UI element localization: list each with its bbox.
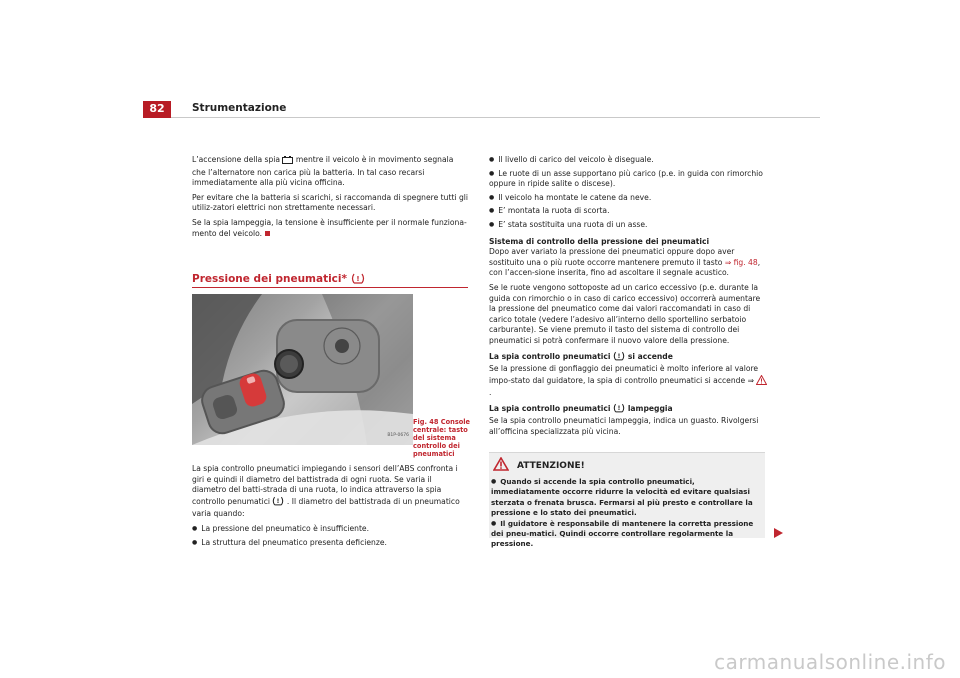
- tyre-pressure-icon: [351, 273, 365, 287]
- subheading-system: Sistema di controllo della pressione dei pneumatici: [489, 236, 710, 246]
- section-title: Pressione dei pneumatici* !: [192, 273, 365, 287]
- next-page-arrow-icon[interactable]: [774, 528, 783, 542]
- figure-code: B1P-0676: [387, 433, 409, 439]
- tyre-pressure-icon: [613, 351, 625, 365]
- figure-caption: Fig. 48 Console centrale: tasto del sistema controllo dei pneumatici: [413, 418, 471, 458]
- tyre-pressure-icon: [272, 496, 284, 510]
- warning-box: [489, 452, 765, 549]
- battery-icon: [282, 156, 293, 168]
- warning-header: [493, 457, 585, 475]
- voltage-paragraph: Se la spia lampeggia, la tensione è insufficiente per il normale funziona-mento del veicolo.: [192, 217, 467, 238]
- list-item: ● La pressione del pneumatico è insufficiente.: [192, 524, 468, 535]
- page-number: 82: [143, 101, 171, 118]
- lamp-on-paragraph: Se la pressione di gonfiaggio dei pneumatici è molto inferiore al valore impo-stato dal guidatore, la spia di controllo pneumatici si accende ⇒ .: [489, 364, 769, 399]
- list-item: ● Il veicolo ha montate le catene da neve.: [489, 193, 769, 204]
- tyre-pressure-icon: [613, 403, 625, 417]
- svg-text:!: !: [277, 497, 280, 505]
- list-item: ● Quando si accende la spia controllo pneumatici, immediatamente occorre ridurre la velocità ed evitare qualsiasi sterzata o frenata brusca. Fermarsi al più presto e controllare la pressione e lo stato dei pneumatici.: [491, 477, 763, 519]
- list-item: ● E’ montata la ruota di scorta.: [489, 206, 769, 217]
- right-column: [489, 155, 769, 442]
- chapter-title: Strumentazione: [192, 102, 287, 114]
- section-end-marker: [265, 231, 270, 236]
- warning-triangle-icon: [493, 457, 509, 475]
- lamp-flashing-paragraph: Se la spia controllo pneumatici lampeggia, indica un guasto. Rivolgersi all’officina specializzata più vicina.: [489, 416, 759, 437]
- subheading-lamp-flashing: La spia controllo pneumatici ! lampeggia: [489, 403, 769, 417]
- watermark: carmanualsonline.info: [714, 650, 946, 675]
- figure-reference-link[interactable]: ⇒ fig. 48: [724, 257, 758, 267]
- list-item: ● Il livello di carico del veicolo è diseguale.: [489, 155, 769, 166]
- list-item: ● Il guidatore è responsabile di mantenere la corretta pressione dei pneu-matici. Quindi occorre controllare regolarmente la pressione.: [491, 519, 763, 550]
- list-item: ● La struttura del pneumatico presenta deficienze.: [192, 538, 468, 549]
- reset-paragraph: Dopo aver variato la pressione dei pneumatici oppure dopo aver sostituito una o più ruote occorre mantenere premuto il tasto ⇒ fig. 48, con l’accen-sione inserita, fino ad ascoltare il segnale acustico.: [489, 247, 761, 278]
- load-paragraph: Se le ruote vengono sottoposte ad un carico eccessivo (p.e. durante la guida con rimorchio o in caso di carico eccessivo) occorrerà aumentare la pressione del pneumatico come dai valori raccomandati in caso di carico totale (vedere l’adesivo all’interno dello sportellino serbatoio carburante). Se viene premuto il tasto del sistema di controllo dei pneumatici si potrà confermare il nuovo valore della pressione.: [489, 282, 761, 345]
- left-column-bottom: [192, 464, 468, 551]
- warning-title: ATTENZIONE!: [517, 460, 585, 471]
- svg-text:!: !: [617, 352, 621, 360]
- console-photo: [192, 294, 413, 445]
- left-column: [192, 155, 468, 243]
- svg-text:!: !: [356, 275, 360, 283]
- section-divider: [192, 287, 468, 288]
- warning-body: [491, 477, 763, 550]
- svg-text:!: !: [617, 405, 621, 413]
- warning-triangle-icon[interactable]: [756, 375, 767, 389]
- list-item: ● E’ stata sostituita una ruota di un asse.: [489, 220, 769, 231]
- battery-paragraph: L’accensione della spia mentre il veicolo è in movimento segnala che l’alternatore non carica più la batteria. In tal caso recarsi immediatamente alla più vicina officina.: [192, 155, 454, 188]
- list-item: ● Le ruote di un asse supportano più carico (p.e. in guida con rimorchio oppure in ripide salite o discese).: [489, 169, 769, 190]
- header-divider: [171, 117, 820, 118]
- subheading-lamp-on: La spia controllo pneumatici ! si accende: [489, 351, 769, 365]
- tyre-monitor-paragraph: La spia controllo pneumatici impiegando i sensori dell’ABS confronta i giri e quindi il diametro del battistrada di ogni ruota. Se varia il diametro del batti-strada di una ruota, lo indica attraverso la spia controllo penumatici ! . Il diametro del battistrada di un pneumatico varia quando:: [192, 464, 460, 519]
- battery-advice-paragraph: Per evitare che la batteria si scarichi, si raccomanda di spegnere tutti gli utiliz-zatori elettrici non strettamente necessari.: [192, 192, 468, 213]
